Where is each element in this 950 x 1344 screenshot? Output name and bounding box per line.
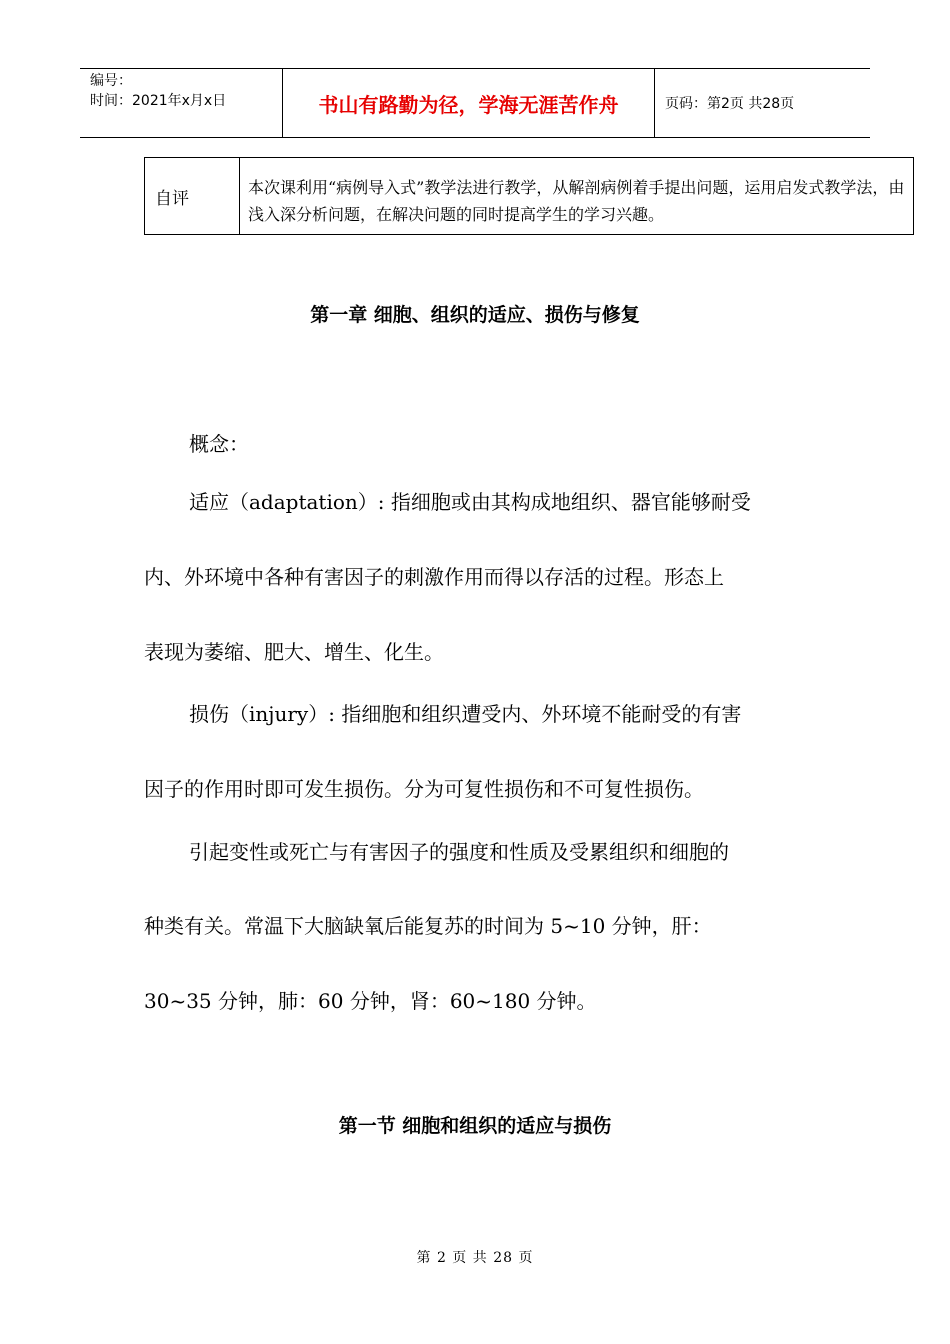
injury-line-2: 因子的作用时即可发生损伤。分为可复性损伤和不可复性损伤。 xyxy=(144,777,704,801)
header-meta xyxy=(80,69,282,137)
cause-line-3: 30~35 分钟，肺：60 分钟，肾：60~180 分钟。 xyxy=(144,989,597,1013)
adaptation-line-3: 表现为萎缩、肥大、增生、化生。 xyxy=(144,640,444,664)
document-header xyxy=(80,68,870,138)
serial-number-label: 编号： xyxy=(90,73,132,89)
section-title: 第一节 细胞和组织的适应与损伤 xyxy=(338,1115,612,1137)
cause-line-2: 种类有关。常温下大脑缺氧后能复苏的时间为 5~10 分钟，肝： xyxy=(144,914,712,938)
header-motto: 书山有路勤为径，学海无涯苦作舟 xyxy=(282,69,655,137)
adaptation-line-1: 适应（adaptation）: 指细胞或由其构成地组织、器官能够耐受 xyxy=(189,490,751,514)
concept-label: 概念： xyxy=(189,432,249,456)
self-review-text: 本次课利用“病例导入式”教学法进行教学，从解剖病例着手提出问题，运用启发式教学法，由浅入深分析问题，在解决问题的同时提高学生的学习兴趣。 xyxy=(248,178,905,224)
date-label: 时间：2021年x月x日 xyxy=(90,93,227,109)
header-page-info: 页码：第2页 共28页 xyxy=(665,96,795,112)
cause-line-1: 引起变性或死亡与有害因子的强度和性质及受累组织和细胞的 xyxy=(189,840,729,864)
injury-line-1: 损伤（injury）: 指细胞和组织遭受内、外环境不能耐受的有害 xyxy=(189,702,742,726)
self-review-table xyxy=(144,157,914,235)
page-footer: 第 2 页 共 28 页 xyxy=(416,1250,534,1266)
chapter-title: 第一章 细胞、组织的适应、损伤与修复 xyxy=(310,304,640,326)
adaptation-line-2: 内、外环境中各种有害因子的刺激作用而得以存活的过程。形态上 xyxy=(144,565,724,589)
self-review-label: 自评 xyxy=(145,158,240,234)
